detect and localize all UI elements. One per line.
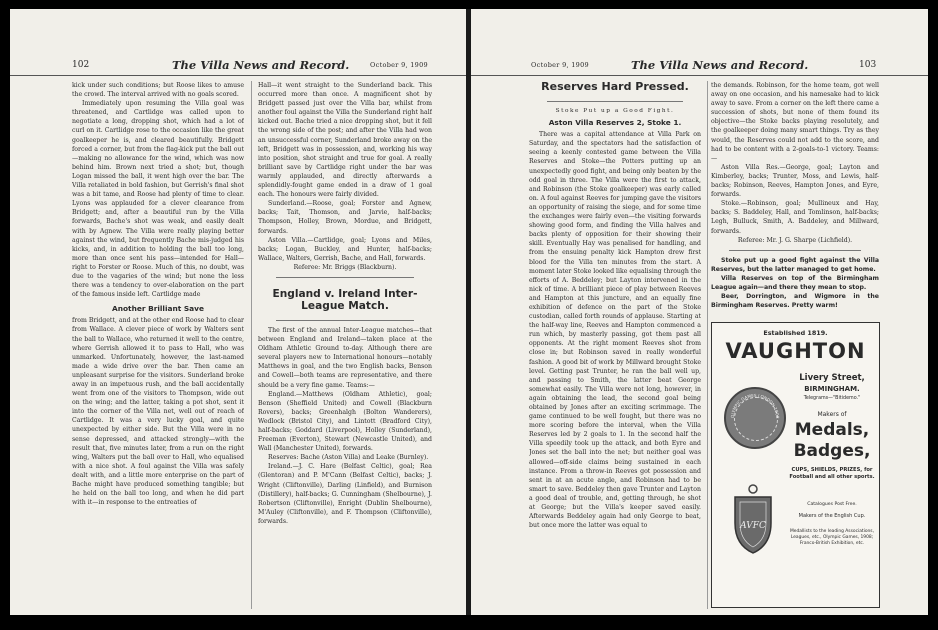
left-page [10, 9, 466, 615]
divider-rule [547, 101, 683, 102]
reserves-headline: Reserves Hard Pressed. [541, 81, 689, 93]
advert-makers-english-cup: Makers of the English Cup. [798, 513, 866, 519]
column-divider [707, 81, 708, 609]
strap-line: Stoke Put up a Good Fight. [555, 108, 675, 114]
left-running-head [10, 55, 466, 76]
right-page [471, 9, 928, 615]
paragraph: kick under such conditions; but Roose likes to amuse the crowd. The interval arrived with no goals scored. [72, 82, 244, 99]
olympic-medal-image [724, 387, 786, 449]
paragraph: There was a capital attendance at Villa Park on Saturday, and the spectators had the satisfaction of seeing a keenly contested game between the Villa Reserves and Stoke—the Potters putting up an unexpectedly good fight, and being only beaten by the odd goal in three. The Villa were the first to attack, and Robinson (the Stoke goalkeeper) was early called on. A foul against Reeves for jumping gave the visitors an opportunity of raising the siege, and for some time the exchanges were fairly even—the visiting forwards showing good form, and finding the Villa halves and backs plenty of opposition for their showing their skill. Eventually Hay was penalised for handling, and from the ensuing penalty kick Hampton drew first blood for the Villa ten minutes from the start. A moment later Stoke looked like equalising through the efforts of A. Beddeley; but Layton intervened in the nick of time. A brilliant piece of play between Reeves and Hampton at this juncture, and an equally fine exhibition of defence on the part of the Stoke custodian, called forth rounds of applause. Starting at the half-way line, Reeves and Hampton commenced a run which, by masterly passing, got them past all opponents. At the right moment Reeves shot from close in; but Robinson saved in really wonderful fashion. A good bit of work by Millward brought Stoke level. Getting past Trunter, he ran the ball well up, and passing to Smith, the latter beat George somewhat easily. The Villa were not long, however, in again obtaining the lead, the second goal being obtained by Jones after an exciting scrimmage. The game continued to be well fought, but there was no more scoring before the interval, when the Villa Reserves led by 2 goals to 1. In the second half the Villa speedily took up the attack, and both Eyre and Jones set the ball into the net; but neither goal was allowed—off-side claims being sustained in each instance. From a throw-in Reeves got possession and sent in at an acute angle, and Robinson had to be smart to save. Beddeley then gave Trunter and Layton a good deal of trouble, and, getting through, he shot at George; but the Villa's keeper saved easily. Afterwards Beddeley again had only George to beat, but once more the latter was equal to [529, 131, 701, 530]
team-line: Aston Villa.—Cartlidge, goal; Lyons and Miles, backs; Logan, Buckley, and Hunter, half-backs; Wallace, Walters, Gerrish, Bache, and Hall, forwards. [258, 236, 432, 262]
paragraph: Hall—it went straight to the Sunderland back. This occurred more than once. A magnificent shot by Bridgett passed just over the Villa bar, whilst from another foul against the Villa the Sunderland right half kicked out. Bache tried a nice dropping shot, but it fell the wrong side of the post; and after the Villa had won an unsuccessful corner, Sunderland broke away on the left, Bridgett was in possession, and, working his way into position, shot straight and true for goal. A really brilliant save by Cartlidge right under the bar was warmly applauded, and directly afterwards a splendidly-fought game ended in a draw of 1 goal each. The honours were fairly divided. [258, 82, 432, 199]
paragraph: Immediately upon resuming the Villa goal was threatened, and Cartlidge was called upon to negotiate a long, dropping shot, which had a lot of curl on it. Cartlidge rose to the occasion like the great goalkeeper he is, and cleared beautifully. Bridgett forced a corner, but from the flag-kick put the ball out—making no allowance for the wind, which was now behind him. Brown next tried a shot; but, though Logan missed the ball, it went high over the bar. The Villa retaliated in bold fashion, but Gerrish's final shot was a bit tame, and Roose had plenty of time to clear. Lyons was applauded for a clever clearance from Bridgett; and, after a beautiful run by the Villa forwards, Bache's shot was weak, and easily dealt with by Agnew. The Villa were really playing better against the wind, but frequently Bache mis-judged his kicks, and, in addition to holding the ball too long, more than once sent his pass—intended for Hall—right to Forster or Roose. Much of this, no doubt, was due to the vagaries of the wind; but none the less there was a tendency to over-elaboration on the part of the famous inside left. Cartlidge made [72, 100, 244, 299]
advert-catalogue: Catalogues Post Free. [807, 502, 857, 507]
team-line: Stoke.—Robinson, goal; Mullineux and Hay, backs; S. Baddeley, Hall, and Tomlinson, half-backs; Legh, Bulluck, Smith, A. Baddeley, and Millward, forwards. [711, 200, 879, 235]
advert-badges: Badges, [793, 441, 871, 461]
team-line: Ireland.—J. C. Hare (Belfast Celtic), goal; Rea (Glentoran) and P. M'Cann (Belfast Celtic), backs; J. Wright (Cliftonville), Darling (Linfield), and Burnison (Distillery), half-backs; G. Cunningham (Shelbourne), J. Robertson (Cliftonville), Enright (Dublin Shelbourne), M'Auley (Cliftonville), and F. Thompson (Cliftonville), forwards. [258, 463, 432, 525]
team-line: Aston Villa Res.—George, goal; Layton and Kimberley, backs; Trunter, Moss, and Lewis, half-backs; Robinson, Reeves, Hampton Jones, and Eyre, forwards. [711, 163, 879, 199]
right-column-2 [711, 81, 879, 317]
vaughton-advert [711, 322, 880, 608]
england-ireland-headline: England v. Ireland Inter-League Match. [272, 287, 418, 312]
divider-rule [729, 250, 861, 251]
right-running-head [471, 55, 928, 76]
note-line: Stoke put up a good fight against the Villa Reserves, but the latter managed to get home. [711, 256, 879, 273]
right-running-title: The Villa News and Record. [631, 58, 809, 72]
left-column-2 [258, 81, 432, 611]
right-page-number: 103 [859, 60, 877, 70]
advert-medals: Medals, [794, 420, 870, 440]
divider-rule [276, 277, 414, 278]
paragraph: The first of the annual Inter-League matches—that between England and Ireland—taken place at the Oldham Athletic Ground to-day. Although there are several players new to International honours—notably Matthews in goal, and the two English backs, Benson and Cowell—both teams are representative, and there should be a very fine game. Teams:— [258, 326, 432, 389]
subheading: Another Brilliant Save [112, 304, 204, 314]
shield-badge-image [725, 483, 781, 557]
advert-company-name: VAUGHTON [725, 339, 866, 363]
team-line: Reserves: Bache (Aston Villa) and Leake (Burnley). [268, 454, 429, 462]
paragraph: the demands. Robinson, for the home team, got well away on one occasion, and his namesake had to kick away to save. From a corner on the left there came a succession of shots, but none of them found its objective—the Stoke backs playing resolutely, and the goalkeeper doing many smart things. Try as they would, the Reserves could not add to the score, and had to be content with a 2-goals-to-1 victory. Teams:— [711, 82, 879, 162]
right-running-date: October 9, 1909 [531, 61, 589, 69]
medal-inscription: OLYMPIC GAMES LONDON 1908 [729, 392, 781, 419]
team-line: England.—Matthews (Oldham Athletic), goal; Benson (Sheffield United) and Cowell (Blackburn Rovers), backs; Greenhalgh (Bolton Wanderers), Wedlock (Bristol City), and Lintott (Bradford City), half-backs; Goddard (Liverpool), Holley (Sunderland), Freeman (Everton), Stewart (Newcastle United), and Wall (Manchester United), forwards. [258, 390, 432, 453]
left-page-number: 102 [72, 60, 90, 70]
left-running-title: The Villa News and Record. [172, 58, 350, 72]
left-column-1 [72, 81, 244, 611]
score-line: Aston Villa Reserves 2, Stoke 1. [548, 118, 682, 128]
advert-address-1: Livery Street, [799, 373, 865, 383]
badge-monogram: AVFC [740, 521, 766, 531]
column-divider [251, 81, 252, 609]
advert-established: Established 1819. [763, 329, 828, 337]
advert-telegrams: Telegrams—"Bitidemo." [803, 396, 861, 401]
advert-address-2: BIRMINGHAM. [804, 385, 860, 393]
note-line: Beer, Dorrington, and Wigmore in the Birmingham Reserves. Pretty warm! [711, 293, 879, 310]
left-running-date: October 9, 1909 [370, 61, 428, 69]
note-line: Villa Reserves on top of the Birmingham League again—and there they mean to stop. [711, 274, 879, 291]
divider-rule [276, 320, 414, 321]
referee-line: Referee: Mr. Briggs (Blackburn). [293, 263, 397, 271]
right-column-1 [529, 81, 701, 611]
paragraph: from Bridgett, and at the other end Roose had to clear from Wallace. A clever piece of work by Walters sent the ball to Wallace, who returned it well to the centre, where Gerrish allowed it to pass to Hall, who was unmarked. Unfortunately, however, the last-named made a wide drive over the bar. Then came an unpleasant surprise for the visitors. Sunderland broke away in an impetuous rush, and the ball accidentally went from one of the visitors to Thompson, wide out on the wing; and the latter, taking a pot shot, sent it into the corner of the Villa net, well out of reach of Cartlidge. It was a very lucky goal, and quite unexpected by either side. But the Villa were in no sense depressed, and attacked strongly—with the result that, five minutes later, from a run on the right wing, Walters put the ball over to Hall, who equalised with a nice shot. A foul against the Villa was safely dealt with, and a little more enterprise on the part of Bache might have produced something tangible; but he held on the ball too long, and when he did part with it—in response to the entreaties of [72, 317, 244, 507]
medal-inscription-svg [726, 389, 784, 447]
referee-line: Referee: Mr. J. G. Sharpe (Lichfield). [737, 236, 853, 244]
team-line: Sunderland.—Roose, goal; Forster and Agnew, backs; Tait, Thomson, and Jarvie, half-backs; Thompson, Holley, Brown, Mordue, and Bridgett, forwards. [258, 200, 432, 235]
advert-items: CUPS, SHIELDS, PRIZES, for Football and all other sports. [789, 467, 875, 480]
advert-makers-of: Makers of [817, 411, 847, 418]
advert-supplied-to: Medallists to the leading Associations, Leagues, etc., Olympic Games, 1908; Franco-British Exhibition, etc. [790, 529, 874, 546]
